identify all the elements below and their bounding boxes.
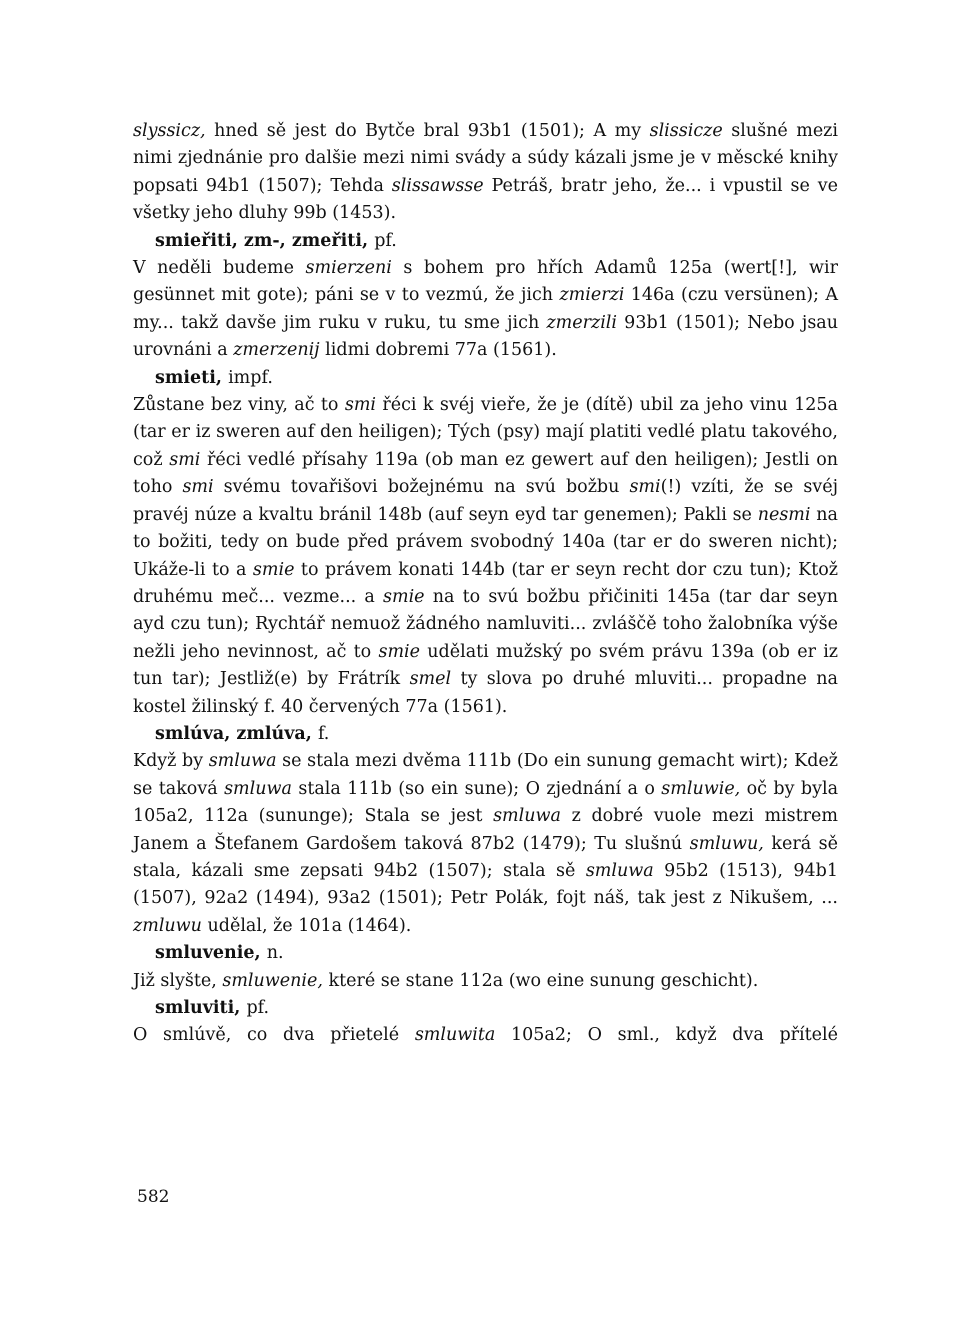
cited-form: smi	[344, 395, 377, 416]
entry-text	[133, 118, 838, 228]
text-run: s bohem pro hřích Adamů 125a (wert[!], wir gesünnet mit gote); páni se v to vezmú, že jich	[133, 258, 838, 306]
dictionary-entry	[133, 940, 838, 995]
cited-form: zmluwu	[133, 915, 202, 936]
text-run: které se stane 112a (wo eine sunung geschicht).	[322, 970, 759, 991]
grammar-label: impf.	[228, 367, 273, 388]
entry-text	[133, 748, 838, 940]
grammar-label: f.	[317, 723, 330, 744]
cited-form: slissicze	[649, 121, 723, 141]
cited-form: smluwie,	[661, 778, 741, 799]
entry-text	[133, 968, 838, 995]
text-run: to právem konati 144b (tar er seyn recht dor czu tun); Ktož druhému meč... vezme... a	[133, 559, 838, 607]
headword-text: smieti,	[155, 367, 222, 388]
grammar-label: n.	[266, 943, 284, 964]
cited-form: smie	[378, 641, 421, 662]
text-run: se stala mezi dvěma 111b (Do ein sunung gemacht wirt); Kdež se taková	[133, 751, 838, 799]
cited-form: smluwenie,	[222, 970, 323, 991]
entry-text	[133, 255, 838, 365]
text-run: 93b1 (1501); Nebo jsau urovnáni a	[133, 312, 838, 361]
entry-text	[133, 1022, 838, 1049]
text-run: Již slyšte,	[133, 970, 223, 991]
cited-form: smluwu,	[689, 833, 764, 854]
cited-form: smi	[182, 477, 214, 498]
text-run: udělati mužský po svém právu 139a (ob er iz tun tar); Jestliž(e) by Frátrík	[133, 641, 839, 690]
entry-text	[133, 392, 838, 721]
text-run: 105a2; O sml., když dva přítelé	[495, 1025, 838, 1046]
text-run: ty slova po druhé mluviti... propadne na kostel žilinský f. 40 červených 77a (1561).	[133, 669, 838, 717]
cited-form: smluwa	[585, 860, 654, 881]
cited-form: smel	[409, 669, 452, 690]
text-run: řéci k svéj vieře, že je (dítě) ubil za jeho vinu 125a (tar er iz sweren auf den heiligen); Tých (psy) mají platiti vedlé platu takového, což	[133, 395, 838, 470]
headword-text: smieřiti, zm-, zmeřiti,	[155, 230, 369, 251]
cited-form: smluwita	[414, 1025, 496, 1046]
text-run: (!) vzíti, že se svéj pravéj núze a kvaltu bránil 148b (auf seyn eyd tar genemen); Pakli se	[133, 477, 838, 525]
text-run: na to svú božbu přičiniti 145a (tar dar seyn ayd czu tun); Rychtář nemuož žádného namluviti... zvláščě toho žalobníka výše nežli jeho nevinnost, ač to	[133, 586, 838, 662]
headword-text: smluvenie,	[155, 943, 261, 964]
cited-form: zmerzili	[546, 312, 617, 333]
text-run: stala 111b (so ein sune); O zjednání a o	[291, 778, 662, 799]
text-run: oč by byla 105a2, 112a (sununge); Stala se jest	[133, 778, 838, 827]
text-run: hned sě jest do Bytče bral 93b1 (1501); A my	[205, 121, 650, 141]
dictionary-entry	[133, 365, 838, 721]
dictionary-page	[133, 118, 838, 1050]
cited-form: smi	[629, 477, 661, 498]
headword-text: smlúva, zmlúva,	[155, 723, 312, 744]
cited-form: slissawsse	[391, 175, 484, 196]
text-run: 95b2 (1513), 94b1 (1507), 92a2 (1494), 93a2 (1501); Petr Polák, fojt náš, tak jest z Nikušem, ...	[133, 860, 838, 909]
grammar-label: pf.	[246, 998, 270, 1018]
text-run: kerá sě stala, kázali sme zepsati 94b2 (1507); stala sě	[133, 833, 838, 881]
entry-headword	[155, 995, 838, 1022]
text-run: Když by	[133, 751, 209, 772]
text-run: z dobré vuole mezi mistrem Janem a Štefanem Gardošem taková 87b2 (1479); Tu slušnú	[133, 806, 838, 854]
cited-form: smluwa	[208, 751, 277, 772]
text-run: V neděli budeme	[133, 258, 306, 279]
text-run: lidmi dobremi 77a (1561).	[319, 340, 557, 361]
cited-form: zmerzenij	[233, 340, 320, 361]
cited-form: smi	[169, 449, 201, 470]
dictionary-entry	[133, 228, 838, 365]
entries-list	[133, 228, 838, 1050]
text-run: slušné mezi nimi zjednánie pro dalšie mezi nimi svády a súdy kázali jsme je v měscké knihy popsati 94b1 (1507); Tehda	[133, 121, 838, 196]
cited-form: smierzeni	[305, 258, 392, 279]
entry-headword	[155, 940, 838, 967]
text-run: 146a (czu versünen); A my... takž davše jim ruku v ruku, tu sme jich	[133, 285, 838, 333]
text-run: Zůstane bez viny, ač to	[133, 395, 345, 416]
cited-form: smluwa	[224, 778, 292, 799]
headword-text: smluviti,	[155, 998, 241, 1018]
cited-form: zmierzi	[559, 285, 625, 306]
cited-form: smluwa	[493, 806, 561, 827]
cited-form: slyssicz,	[133, 121, 206, 141]
entry-headword	[155, 721, 838, 748]
grammar-label: pf.	[374, 230, 397, 251]
dictionary-entry	[133, 995, 838, 1050]
text-run: O smlúvě, co dva přietelé	[133, 1025, 415, 1046]
cited-form: nesmi	[757, 504, 811, 525]
text-run: udělal, že 101a (1464).	[201, 915, 412, 936]
entry-headword	[155, 228, 838, 255]
entry-headword	[155, 365, 838, 392]
text-run: na to božiti, tedy on bude před právem svobodný 140a (tar er do sweren nicht); Ukáže-li to a	[133, 504, 838, 580]
cited-form: smie	[252, 559, 295, 580]
text-run: Petráš, bratr jeho, že... i vpustil se ve všetky jeho dluhy 99b (1453).	[133, 175, 838, 224]
text-run: svému tovařišovi božejnému na svú božbu	[213, 477, 630, 498]
page-number: 582	[137, 1187, 170, 1207]
continuation-entry	[133, 118, 838, 228]
dictionary-entry	[133, 721, 838, 940]
text-run: řéci vedlé přísahy 119a (ob man ez gewert auf den heiligen); Jestli on toho	[133, 449, 838, 498]
cited-form: smie	[383, 586, 425, 607]
